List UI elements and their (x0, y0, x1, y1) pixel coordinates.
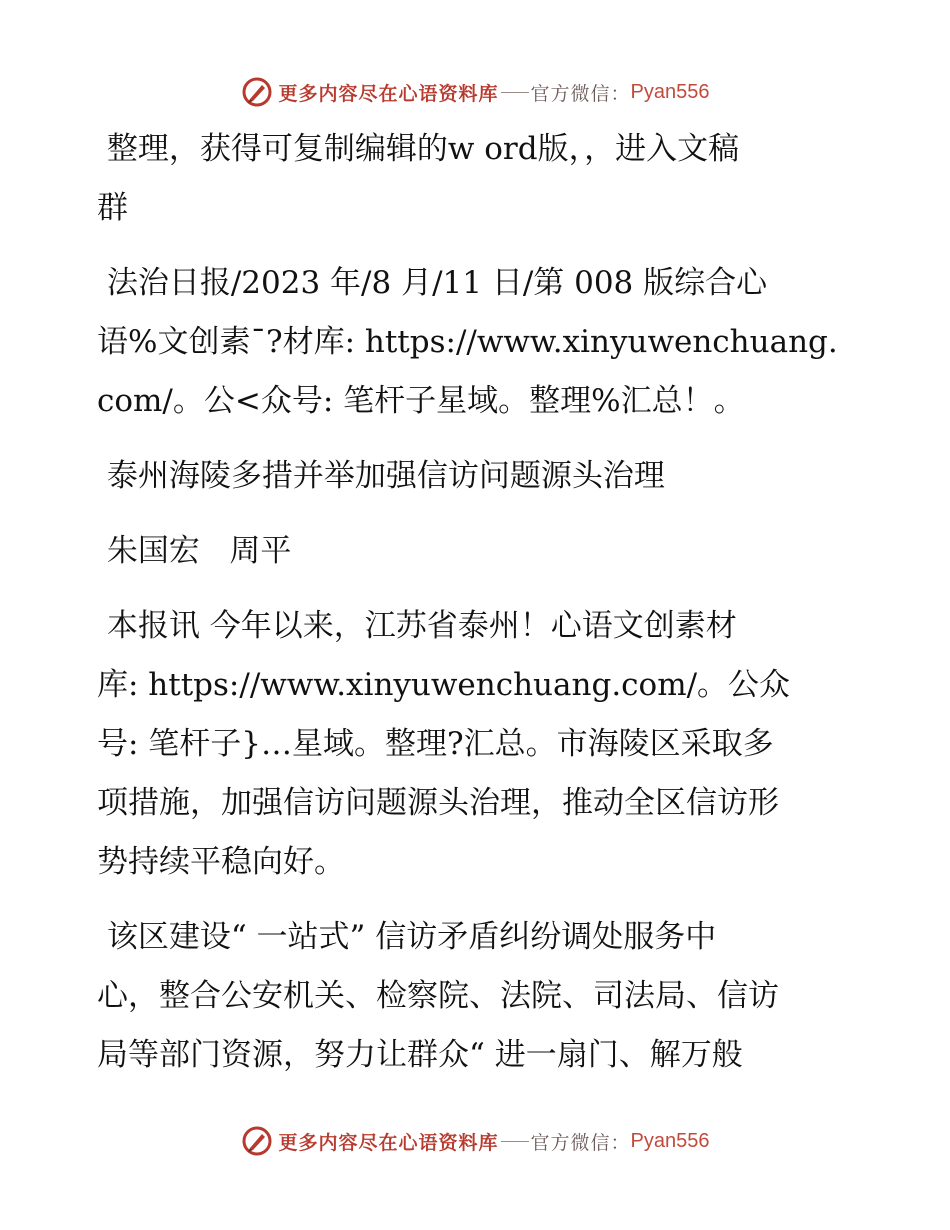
banner-wechat-id: Pyan556 (630, 80, 710, 103)
document-body (97, 120, 852, 1101)
pen-logo-icon (241, 1125, 273, 1157)
header-watermark-banner (0, 72, 950, 112)
paragraph: 法治日报/2023 年/8 月/11 日/第 008 版综合心 语%文创素¯?材库: https://www.xinyuwenchuang. com/。公<众号: 笔杆子星域。整理%汇总！。 (97, 265, 838, 419)
article-authors: 朱国宏 周平 (97, 533, 292, 569)
banner-dash (501, 92, 529, 93)
banner-dash (501, 1141, 529, 1142)
banner-main-text: 更多内容尽在心语资料库 (278, 82, 499, 105)
paragraph: 整理，获得可复制编辑的w ord版，，进入文稿 群 (97, 131, 740, 226)
banner-wechat-id: Pyan556 (630, 1129, 710, 1152)
paragraph: 该区建设“ 一站式” 信访矛盾纠纷调处服务中 心，整合公安机关、检察院、法院、司法局、信访 局等部门资源，努力让群众“ 进一扇门、解万般 (97, 919, 779, 1073)
article-title: 泰州海陵多措并举加强信访问题源头治理 (97, 458, 665, 494)
banner-sub-text: 官方微信： (530, 82, 631, 105)
paragraph: 本报讯 今年以来，江苏省泰州！心语文创素材 库: https://www.xinyuwenchuang.com/。公众 号: 笔杆子}…星域。整理?汇总。市海陵区采取多 项措施，加强信访问题源头治理，推动全区信访形 势持续平稳向好。 (97, 608, 791, 880)
footer-watermark-banner (0, 1121, 950, 1161)
banner-main-text: 更多内容尽在心语资料库 (278, 1131, 499, 1154)
pen-logo-icon (241, 76, 273, 108)
banner-sub-text: 官方微信： (530, 1131, 631, 1154)
